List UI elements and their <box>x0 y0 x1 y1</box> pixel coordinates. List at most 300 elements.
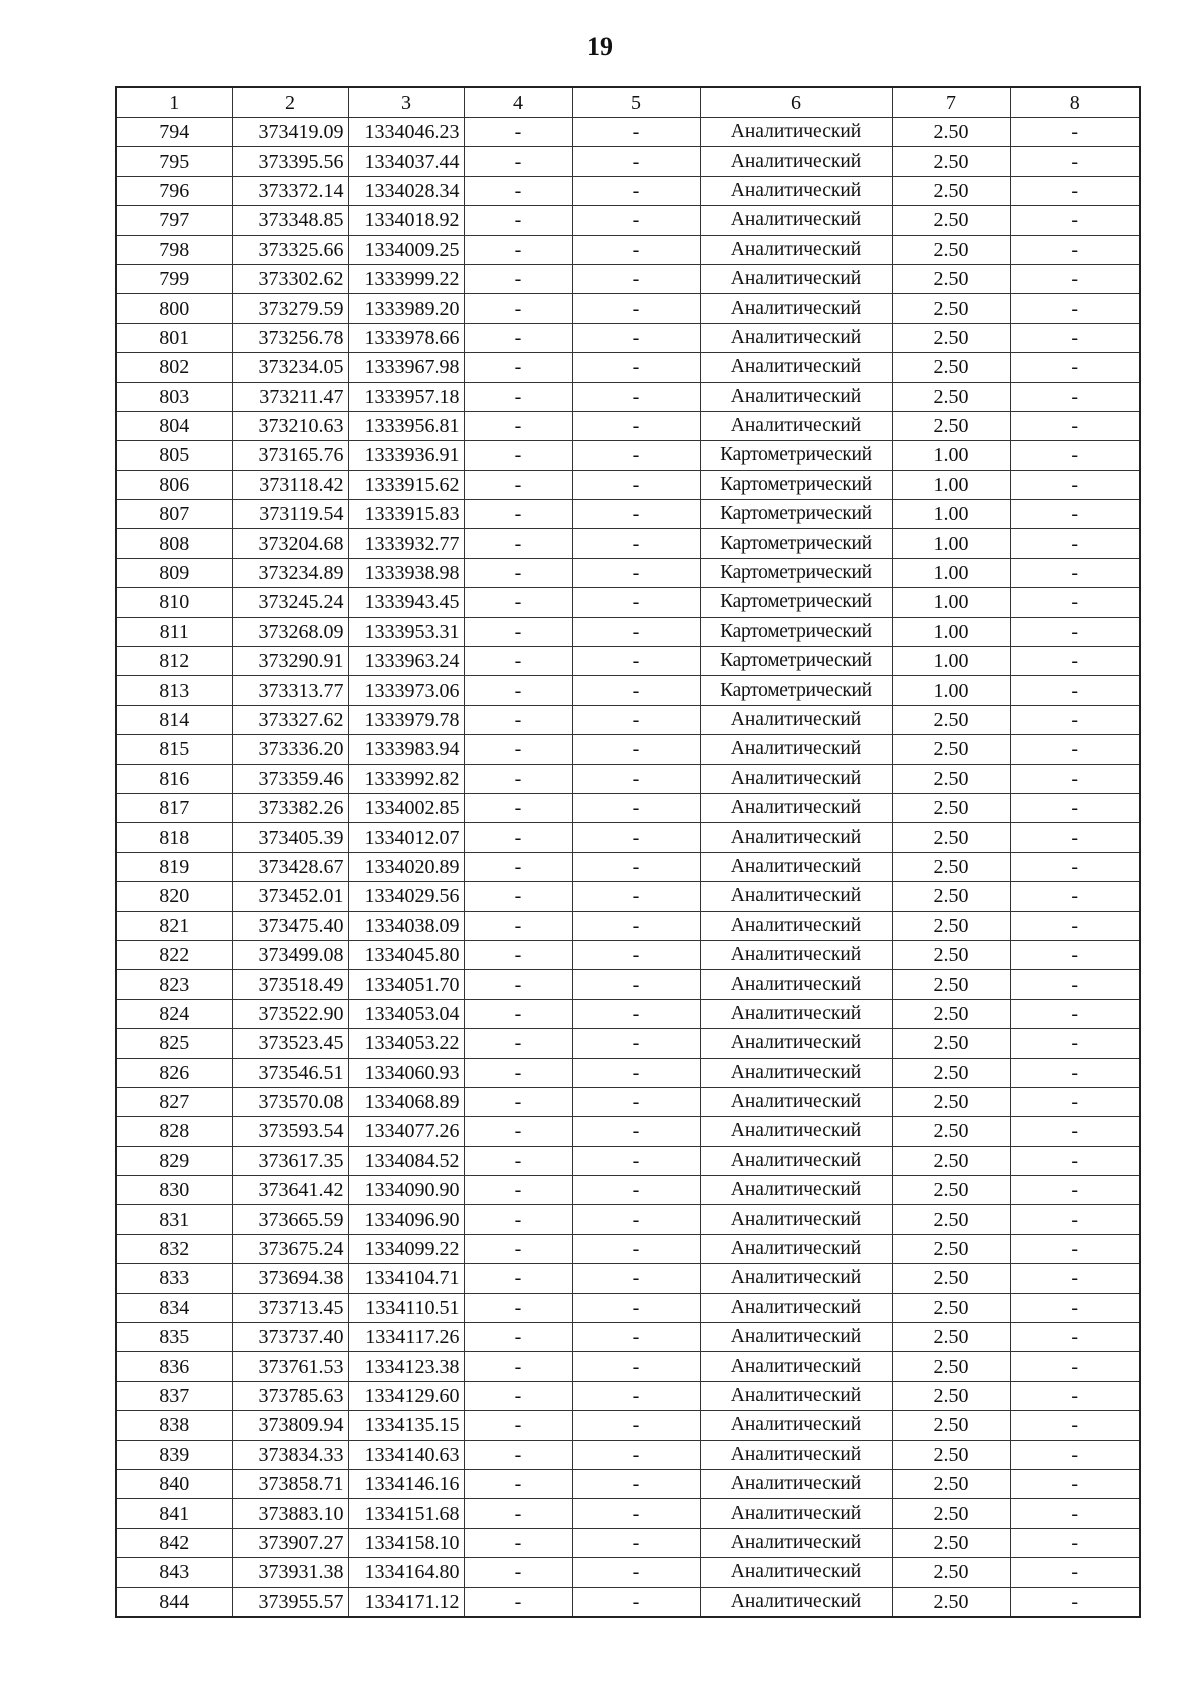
y-coordinate-cell: 1334171.12 <box>348 1587 464 1617</box>
y-coordinate-cell: 1334096.90 <box>348 1205 464 1234</box>
point-number-cell: 831 <box>116 1205 232 1234</box>
x-coordinate-cell: 373694.38 <box>232 1264 348 1293</box>
y-coordinate-cell: 1334077.26 <box>348 1117 464 1146</box>
point-number-cell: 795 <box>116 147 232 176</box>
table-row <box>116 1323 1140 1352</box>
point-number-cell: 835 <box>116 1323 232 1352</box>
accuracy-cell: 2.50 <box>892 1058 1010 1087</box>
accuracy-cell: 2.50 <box>892 1264 1010 1293</box>
method-cell: Аналитический <box>700 911 892 940</box>
y-coordinate-cell: 1333992.82 <box>348 764 464 793</box>
table-row <box>116 558 1140 587</box>
col8-cell: - <box>1010 1499 1140 1528</box>
col5-cell: - <box>572 735 700 764</box>
accuracy-cell: 2.50 <box>892 793 1010 822</box>
table-row <box>116 470 1140 499</box>
page-number: 19 <box>587 32 613 61</box>
col8-cell: - <box>1010 1440 1140 1469</box>
col4-cell: - <box>464 823 572 852</box>
x-coordinate-cell: 373523.45 <box>232 1029 348 1058</box>
x-coordinate-cell: 373382.26 <box>232 793 348 822</box>
point-number-cell: 843 <box>116 1558 232 1587</box>
table-row <box>116 1469 1140 1498</box>
col4-cell: - <box>464 970 572 999</box>
accuracy-cell: 2.50 <box>892 1087 1010 1116</box>
y-coordinate-cell: 1334053.22 <box>348 1029 464 1058</box>
point-number-cell: 796 <box>116 176 232 205</box>
col8-cell: - <box>1010 411 1140 440</box>
col5-cell: - <box>572 1381 700 1410</box>
method-cell: Аналитический <box>700 1146 892 1175</box>
y-coordinate-cell: 1334018.92 <box>348 206 464 235</box>
col5-cell: - <box>572 1528 700 1557</box>
method-cell: Аналитический <box>700 294 892 323</box>
y-coordinate-cell: 1334038.09 <box>348 911 464 940</box>
point-number-cell: 816 <box>116 764 232 793</box>
y-coordinate-cell: 1333963.24 <box>348 647 464 676</box>
col5-cell: - <box>572 1323 700 1352</box>
accuracy-cell: 2.50 <box>892 1411 1010 1440</box>
table-row <box>116 588 1140 617</box>
accuracy-cell: 2.50 <box>892 1323 1010 1352</box>
table-row <box>116 353 1140 382</box>
x-coordinate-cell: 373405.39 <box>232 823 348 852</box>
point-number-cell: 828 <box>116 1117 232 1146</box>
col8-cell: - <box>1010 176 1140 205</box>
accuracy-cell: 2.50 <box>892 735 1010 764</box>
col4-cell: - <box>464 911 572 940</box>
x-coordinate-cell: 373522.90 <box>232 999 348 1028</box>
point-number-cell: 812 <box>116 647 232 676</box>
col4-cell: - <box>464 1176 572 1205</box>
col8-cell: - <box>1010 1411 1140 1440</box>
point-number-cell: 830 <box>116 1176 232 1205</box>
accuracy-cell: 2.50 <box>892 382 1010 411</box>
y-coordinate-cell: 1334060.93 <box>348 1058 464 1087</box>
point-number-cell: 801 <box>116 323 232 352</box>
accuracy-cell: 2.50 <box>892 206 1010 235</box>
y-coordinate-cell: 1334012.07 <box>348 823 464 852</box>
col4-cell: - <box>464 588 572 617</box>
col4-cell: - <box>464 323 572 352</box>
accuracy-cell: 2.50 <box>892 323 1010 352</box>
table-row <box>116 882 1140 911</box>
x-coordinate-cell: 373211.47 <box>232 382 348 411</box>
col4-cell: - <box>464 235 572 264</box>
x-coordinate-cell: 373245.24 <box>232 588 348 617</box>
col4-cell: - <box>464 441 572 470</box>
x-coordinate-cell: 373313.77 <box>232 676 348 705</box>
accuracy-cell: 2.50 <box>892 911 1010 940</box>
col5-cell: - <box>572 529 700 558</box>
col5-cell: - <box>572 940 700 969</box>
point-number-cell: 819 <box>116 852 232 881</box>
y-coordinate-cell: 1333957.18 <box>348 382 464 411</box>
col8-cell: - <box>1010 1176 1140 1205</box>
x-coordinate-cell: 373617.35 <box>232 1146 348 1175</box>
point-number-cell: 833 <box>116 1264 232 1293</box>
y-coordinate-cell: 1334009.25 <box>348 235 464 264</box>
col4-cell: - <box>464 1323 572 1352</box>
table-row <box>116 1381 1140 1410</box>
point-number-cell: 834 <box>116 1293 232 1322</box>
method-cell: Аналитический <box>700 1234 892 1263</box>
col5-cell: - <box>572 617 700 646</box>
point-number-cell: 817 <box>116 793 232 822</box>
y-coordinate-cell: 1333979.78 <box>348 705 464 734</box>
x-coordinate-cell: 373210.63 <box>232 411 348 440</box>
y-coordinate-cell: 1333956.81 <box>348 411 464 440</box>
table-row <box>116 264 1140 293</box>
col8-cell: - <box>1010 970 1140 999</box>
col4-cell: - <box>464 1558 572 1587</box>
accuracy-cell: 2.50 <box>892 147 1010 176</box>
method-cell: Аналитический <box>700 1087 892 1116</box>
table-row <box>116 441 1140 470</box>
accuracy-cell: 1.00 <box>892 558 1010 587</box>
method-cell: Аналитический <box>700 206 892 235</box>
col5-cell: - <box>572 1499 700 1528</box>
col4-cell: - <box>464 529 572 558</box>
col4-cell: - <box>464 411 572 440</box>
col4-cell: - <box>464 1146 572 1175</box>
point-number-cell: 794 <box>116 118 232 147</box>
point-number-cell: 818 <box>116 823 232 852</box>
y-coordinate-cell: 1334158.10 <box>348 1528 464 1557</box>
col4-cell: - <box>464 1352 572 1381</box>
point-number-cell: 802 <box>116 353 232 382</box>
accuracy-cell: 2.50 <box>892 294 1010 323</box>
table-row <box>116 529 1140 558</box>
accuracy-cell: 2.50 <box>892 1234 1010 1263</box>
table-row <box>116 1440 1140 1469</box>
method-cell: Аналитический <box>700 1029 892 1058</box>
col8-cell: - <box>1010 1352 1140 1381</box>
point-number-cell: 803 <box>116 382 232 411</box>
accuracy-cell: 2.50 <box>892 1029 1010 1058</box>
y-coordinate-cell: 1334099.22 <box>348 1234 464 1263</box>
col8-cell: - <box>1010 617 1140 646</box>
y-coordinate-cell: 1333999.22 <box>348 264 464 293</box>
x-coordinate-cell: 373785.63 <box>232 1381 348 1410</box>
table-row <box>116 1117 1140 1146</box>
col5-cell: - <box>572 1205 700 1234</box>
x-coordinate-cell: 373336.20 <box>232 735 348 764</box>
col5-cell: - <box>572 558 700 587</box>
point-number-cell: 809 <box>116 558 232 587</box>
table-row <box>116 382 1140 411</box>
method-cell: Аналитический <box>700 882 892 911</box>
accuracy-cell: 2.50 <box>892 1146 1010 1175</box>
point-number-cell: 811 <box>116 617 232 646</box>
accuracy-cell: 1.00 <box>892 529 1010 558</box>
point-number-cell: 813 <box>116 676 232 705</box>
table-row <box>116 793 1140 822</box>
method-cell: Картометрический <box>700 647 892 676</box>
x-coordinate-cell: 373165.76 <box>232 441 348 470</box>
col8-cell: - <box>1010 764 1140 793</box>
table-row <box>116 1352 1140 1381</box>
col8-cell: - <box>1010 441 1140 470</box>
point-number-cell: 832 <box>116 1234 232 1263</box>
method-cell: Аналитический <box>700 1323 892 1352</box>
col5-cell: - <box>572 705 700 734</box>
col5-cell: - <box>572 852 700 881</box>
col8-cell: - <box>1010 735 1140 764</box>
column-header-1: 1 <box>116 87 232 118</box>
table-row <box>116 705 1140 734</box>
point-number-cell: 815 <box>116 735 232 764</box>
x-coordinate-cell: 373234.05 <box>232 353 348 382</box>
col4-cell: - <box>464 470 572 499</box>
y-coordinate-cell: 1334028.34 <box>348 176 464 205</box>
accuracy-cell: 2.50 <box>892 999 1010 1028</box>
method-cell: Аналитический <box>700 705 892 734</box>
method-cell: Картометрический <box>700 588 892 617</box>
table-row <box>116 1058 1140 1087</box>
method-cell: Аналитический <box>700 176 892 205</box>
accuracy-cell: 1.00 <box>892 617 1010 646</box>
point-number-cell: 798 <box>116 235 232 264</box>
table-row <box>116 676 1140 705</box>
col4-cell: - <box>464 176 572 205</box>
col5-cell: - <box>572 1411 700 1440</box>
table-row <box>116 1293 1140 1322</box>
method-cell: Аналитический <box>700 823 892 852</box>
col4-cell: - <box>464 793 572 822</box>
point-number-cell: 797 <box>116 206 232 235</box>
x-coordinate-cell: 373234.89 <box>232 558 348 587</box>
col5-cell: - <box>572 1293 700 1322</box>
y-coordinate-cell: 1334090.90 <box>348 1176 464 1205</box>
method-cell: Аналитический <box>700 1293 892 1322</box>
col8-cell: - <box>1010 705 1140 734</box>
accuracy-cell: 2.50 <box>892 1469 1010 1498</box>
col4-cell: - <box>464 705 572 734</box>
col5-cell: - <box>572 764 700 793</box>
point-number-cell: 821 <box>116 911 232 940</box>
table-row <box>116 1558 1140 1587</box>
col8-cell: - <box>1010 852 1140 881</box>
accuracy-cell: 2.50 <box>892 1499 1010 1528</box>
method-cell: Картометрический <box>700 441 892 470</box>
accuracy-cell: 2.50 <box>892 1205 1010 1234</box>
point-number-cell: 804 <box>116 411 232 440</box>
accuracy-cell: 2.50 <box>892 1587 1010 1617</box>
method-cell: Аналитический <box>700 1176 892 1205</box>
col5-cell: - <box>572 264 700 293</box>
col5-cell: - <box>572 1146 700 1175</box>
y-coordinate-cell: 1334129.60 <box>348 1381 464 1410</box>
accuracy-cell: 2.50 <box>892 823 1010 852</box>
y-coordinate-cell: 1333932.77 <box>348 529 464 558</box>
col4-cell: - <box>464 147 572 176</box>
x-coordinate-cell: 373256.78 <box>232 323 348 352</box>
col4-cell: - <box>464 1499 572 1528</box>
y-coordinate-cell: 1334110.51 <box>348 1293 464 1322</box>
method-cell: Картометрический <box>700 558 892 587</box>
accuracy-cell: 2.50 <box>892 176 1010 205</box>
col8-cell: - <box>1010 588 1140 617</box>
table-row <box>116 764 1140 793</box>
point-number-cell: 808 <box>116 529 232 558</box>
x-coordinate-cell: 373570.08 <box>232 1087 348 1116</box>
method-cell: Аналитический <box>700 764 892 793</box>
y-coordinate-cell: 1333967.98 <box>348 353 464 382</box>
col4-cell: - <box>464 940 572 969</box>
col5-cell: - <box>572 411 700 440</box>
accuracy-cell: 2.50 <box>892 970 1010 999</box>
col8-cell: - <box>1010 647 1140 676</box>
col4-cell: - <box>464 294 572 323</box>
table-row <box>116 1176 1140 1205</box>
col4-cell: - <box>464 264 572 293</box>
accuracy-cell: 1.00 <box>892 500 1010 529</box>
col8-cell: - <box>1010 470 1140 499</box>
point-number-cell: 838 <box>116 1411 232 1440</box>
column-header-2: 2 <box>232 87 348 118</box>
col8-cell: - <box>1010 1264 1140 1293</box>
table-row <box>116 735 1140 764</box>
col5-cell: - <box>572 647 700 676</box>
col5-cell: - <box>572 1469 700 1498</box>
x-coordinate-cell: 373204.68 <box>232 529 348 558</box>
accuracy-cell: 2.50 <box>892 235 1010 264</box>
col4-cell: - <box>464 1411 572 1440</box>
table-row <box>116 970 1140 999</box>
method-cell: Аналитический <box>700 1558 892 1587</box>
col5-cell: - <box>572 176 700 205</box>
y-coordinate-cell: 1334151.68 <box>348 1499 464 1528</box>
col5-cell: - <box>572 793 700 822</box>
y-coordinate-cell: 1334135.15 <box>348 1411 464 1440</box>
accuracy-cell: 2.50 <box>892 1440 1010 1469</box>
point-number-cell: 799 <box>116 264 232 293</box>
method-cell: Аналитический <box>700 1499 892 1528</box>
accuracy-cell: 2.50 <box>892 705 1010 734</box>
table-row <box>116 411 1140 440</box>
y-coordinate-cell: 1333938.98 <box>348 558 464 587</box>
col8-cell: - <box>1010 1587 1140 1617</box>
col5-cell: - <box>572 1234 700 1263</box>
x-coordinate-cell: 373907.27 <box>232 1528 348 1557</box>
table-row <box>116 1029 1140 1058</box>
x-coordinate-cell: 373428.67 <box>232 852 348 881</box>
method-cell: Аналитический <box>700 793 892 822</box>
point-number-cell: 807 <box>116 500 232 529</box>
table-row <box>116 147 1140 176</box>
method-cell: Аналитический <box>700 147 892 176</box>
col4-cell: - <box>464 1293 572 1322</box>
col8-cell: - <box>1010 1029 1140 1058</box>
col8-cell: - <box>1010 882 1140 911</box>
point-number-cell: 826 <box>116 1058 232 1087</box>
method-cell: Аналитический <box>700 118 892 147</box>
y-coordinate-cell: 1334140.63 <box>348 1440 464 1469</box>
point-number-cell: 829 <box>116 1146 232 1175</box>
column-header-7: 7 <box>892 87 1010 118</box>
x-coordinate-cell: 373858.71 <box>232 1469 348 1498</box>
x-coordinate-cell: 373268.09 <box>232 617 348 646</box>
col4-cell: - <box>464 1440 572 1469</box>
accuracy-cell: 1.00 <box>892 647 1010 676</box>
table-row <box>116 1499 1140 1528</box>
x-coordinate-cell: 373761.53 <box>232 1352 348 1381</box>
col4-cell: - <box>464 353 572 382</box>
accuracy-cell: 2.50 <box>892 852 1010 881</box>
table-row <box>116 1205 1140 1234</box>
table-row <box>116 1264 1140 1293</box>
table-row <box>116 235 1140 264</box>
col8-cell: - <box>1010 147 1140 176</box>
x-coordinate-cell: 373499.08 <box>232 940 348 969</box>
y-coordinate-cell: 1333915.62 <box>348 470 464 499</box>
col5-cell: - <box>572 1058 700 1087</box>
y-coordinate-cell: 1334123.38 <box>348 1352 464 1381</box>
method-cell: Аналитический <box>700 735 892 764</box>
table-row <box>116 118 1140 147</box>
table-row <box>116 1587 1140 1617</box>
column-header-3: 3 <box>348 87 464 118</box>
col8-cell: - <box>1010 1323 1140 1352</box>
x-coordinate-cell: 373713.45 <box>232 1293 348 1322</box>
col8-cell: - <box>1010 823 1140 852</box>
table-row <box>116 1146 1140 1175</box>
col4-cell: - <box>464 1205 572 1234</box>
point-number-cell: 844 <box>116 1587 232 1617</box>
col5-cell: - <box>572 1117 700 1146</box>
y-coordinate-cell: 1333953.31 <box>348 617 464 646</box>
x-coordinate-cell: 373593.54 <box>232 1117 348 1146</box>
method-cell: Аналитический <box>700 852 892 881</box>
point-number-cell: 840 <box>116 1469 232 1498</box>
table-header-row <box>116 87 1140 118</box>
col4-cell: - <box>464 118 572 147</box>
accuracy-cell: 2.50 <box>892 353 1010 382</box>
col4-cell: - <box>464 1469 572 1498</box>
method-cell: Аналитический <box>700 970 892 999</box>
y-coordinate-cell: 1334117.26 <box>348 1323 464 1352</box>
accuracy-cell: 2.50 <box>892 264 1010 293</box>
x-coordinate-cell: 373348.85 <box>232 206 348 235</box>
method-cell: Аналитический <box>700 382 892 411</box>
point-number-cell: 800 <box>116 294 232 323</box>
col4-cell: - <box>464 1234 572 1263</box>
col5-cell: - <box>572 1264 700 1293</box>
col5-cell: - <box>572 911 700 940</box>
x-coordinate-cell: 373475.40 <box>232 911 348 940</box>
point-number-cell: 810 <box>116 588 232 617</box>
x-coordinate-cell: 373452.01 <box>232 882 348 911</box>
col8-cell: - <box>1010 1205 1140 1234</box>
accuracy-cell: 2.50 <box>892 764 1010 793</box>
table-row <box>116 1528 1140 1557</box>
x-coordinate-cell: 373883.10 <box>232 1499 348 1528</box>
table-row <box>116 617 1140 646</box>
col5-cell: - <box>572 588 700 617</box>
method-cell: Картометрический <box>700 529 892 558</box>
col8-cell: - <box>1010 500 1140 529</box>
col4-cell: - <box>464 999 572 1028</box>
accuracy-cell: 2.50 <box>892 1293 1010 1322</box>
col8-cell: - <box>1010 558 1140 587</box>
method-cell: Аналитический <box>700 1440 892 1469</box>
table-row <box>116 911 1140 940</box>
accuracy-cell: 1.00 <box>892 676 1010 705</box>
x-coordinate-cell: 373419.09 <box>232 118 348 147</box>
table-row <box>116 323 1140 352</box>
x-coordinate-cell: 373290.91 <box>232 647 348 676</box>
